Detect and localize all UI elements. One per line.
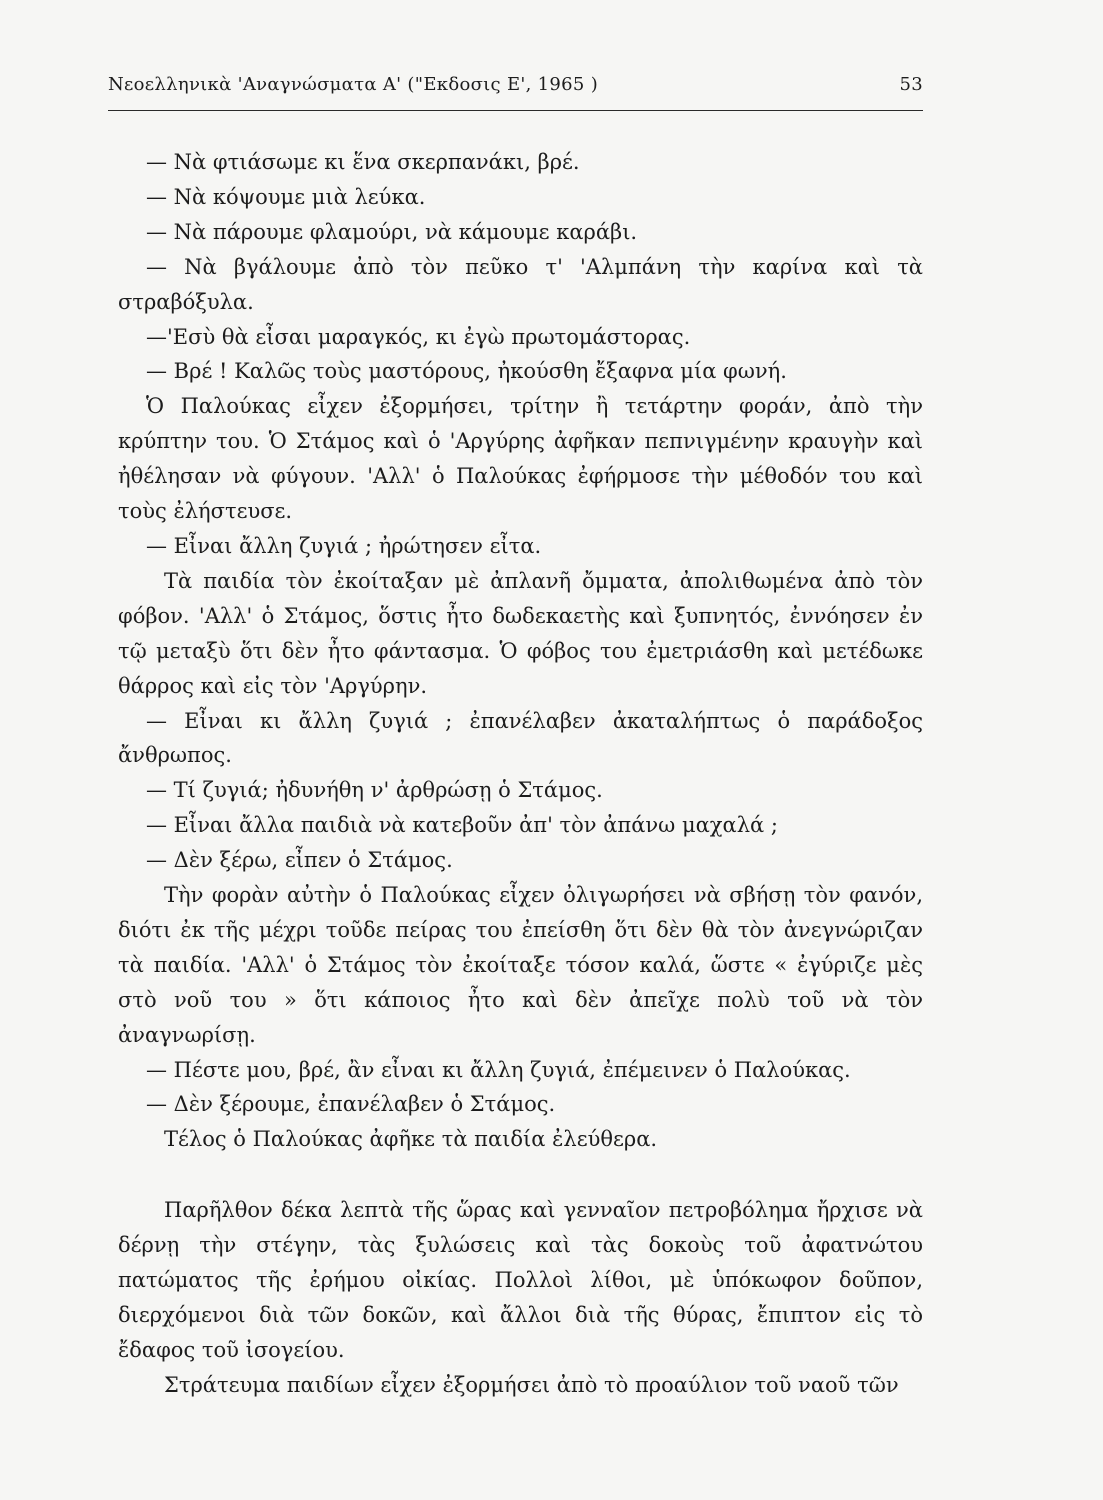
dialogue-line: — Νὰ κόψουμε μιὰ λεύκα. — [146, 184, 426, 209]
running-title: Νεοελληνικὰ 'Αναγνώσματα Α' ("Εκδοσις Ε', 1965 ) — [108, 74, 599, 95]
dialogue-line: — Νὰ φτιάσωμε κι ἕνα σκερπανάκι, βρέ. — [146, 150, 580, 174]
page-number: 53 — [899, 74, 923, 95]
dialogue-line: — Εἶναι ἄλλα παιδιὰ νὰ κατεβοῦν ἀπ' τὸν ἀπάνω μαχαλά ; — [146, 813, 778, 838]
narrative-paragraph: Τὰ παιδία τὸν ἐκοίταξαν μὲ ἀπλανῆ ὄμματα, ἀπολιθωμένα ἀπὸ τὸν φόβον. 'Αλλ' ὁ Στάμος, ὅστις ἦτο δωδεκαετὴς καὶ ξυπνητός, ἐννόησεν ἐν τῷ μεταξὺ ὅτι δὲν ἦτο φάντασμα. Ὁ φόβος του ἐμετριάσθη καὶ μετέδωκε θάρρος καὶ εἰς τὸν 'Αργύρην. — [118, 568, 923, 698]
dialogue-line: — Πέστε μου, βρέ, ἂν εἶναι κι ἄλλη ζυγιά, ἐπέμεινεν ὁ Παλούκας. — [146, 1057, 851, 1082]
narrative-paragraph: Στράτευμα παιδίων εἶχεν ἐξορμήσει ἀπὸ τὸ προαύλιον τοῦ ναοῦ τῶν — [164, 1372, 899, 1397]
narrative-paragraph: Ὁ Παλούκας εἶχεν ἐξορμήσει, τρίτην ἢ τετάρτην φοράν, ἀπὸ τὴν κρύπτην του. Ὁ Στάμος καὶ ὁ 'Αργύρης ἀφῆκαν πεπνιγμένην κραυγὴν καὶ ἠθέλησαν νὰ φύγουν. 'Αλλ' ὁ Παλούκας ἐφήρμοσε τὴν μέθοδόν του καὶ τοὺς ἐλήστευσε. — [118, 394, 923, 524]
dialogue-line: — Δὲν ξέρουμε, ἐπανέλαβεν ὁ Στάμος. — [146, 1092, 556, 1117]
header-rule — [108, 110, 923, 111]
dialogue-line: — Εἶναι κι ἄλλη ζυγιά ; ἐπανέλαβεν ἀκαταλήπτως ὁ παράδοξος ἄνθρωπος. — [118, 708, 923, 768]
running-header — [108, 74, 923, 95]
narrative-paragraph: Τέλος ὁ Παλούκας ἀφῆκε τὰ παιδία ἐλεύθερα. — [164, 1127, 658, 1152]
dialogue-line: — Νὰ βγάλουμε ἀπὸ τὸν πεῦκο τ' 'Αλμπάνη τὴν καρίνα καὶ τὰ στραβόξυλα. — [118, 254, 923, 314]
dialogue-line: — Τί ζυγιά; ἠδυνήθη ν' ἀρθρώσῃ ὁ Στάμος. — [146, 778, 603, 803]
dialogue-line: — Εἶναι ἄλλη ζυγιά ; ἠρώτησεν εἶτα. — [146, 533, 542, 558]
narrative-paragraph: Τὴν φορὰν αὐτὴν ὁ Παλούκας εἶχεν ὀλιγωρήσει νὰ σβήσῃ τὸν φανόν, διότι ἐκ τῆς μέχρι τοῦδε πείρας του ἐπείσθη ὅτι δὲν θὰ τὸν ἀνεγνώριζαν τὰ παιδία. 'Αλλ' ὁ Στάμος τὸν ἐκοίταξε τόσον καλά, ὥστε « ἐγύριζε μὲς στὸ νοῦ του » ὅτι κάποιος ἦτο καὶ δὲν ἀπεῖχε πολὺ τοῦ νὰ τὸν ἀναγνωρίσῃ. — [118, 883, 923, 1047]
page-body — [118, 145, 923, 1403]
narrative-paragraph: Παρῆλθον δέκα λεπτὰ τῆς ὥρας καὶ γενναῖον πετροβόλημα ἤρχισε νὰ δέρνῃ τὴν στέγην, τὰς ξυλώσεις καὶ τὰς δοκοὺς τοῦ ἀφατνώτου πατώματος τῆς ἐρήμου οἰκίας. Πολλοὶ λίθοι, μὲ ὑπόκωφον δοῦπον, διερχόμενοι διὰ τῶν δοκῶν, καὶ ἄλλοι διὰ τῆς θύρας, ἔπιπτον εἰς τὸ ἔδαφος τοῦ ἰσογείου. — [118, 1198, 923, 1362]
dialogue-line: — Δὲν ξέρω, εἶπεν ὁ Στάμος. — [146, 848, 453, 873]
dialogue-line: — Βρέ ! Καλῶς τοὺς μαστόρους, ἠκούσθη ἔξαφνα μία φωνή. — [146, 359, 787, 384]
dialogue-line: — Νὰ πάρουμε φλαμούρι, νὰ κάμουμε καράβι. — [146, 219, 638, 244]
dialogue-line: —'Εσὺ θὰ εἶσαι μαραγκός, κι ἐγὼ πρωτομάστορας. — [146, 324, 691, 349]
section-gap — [118, 1157, 923, 1193]
